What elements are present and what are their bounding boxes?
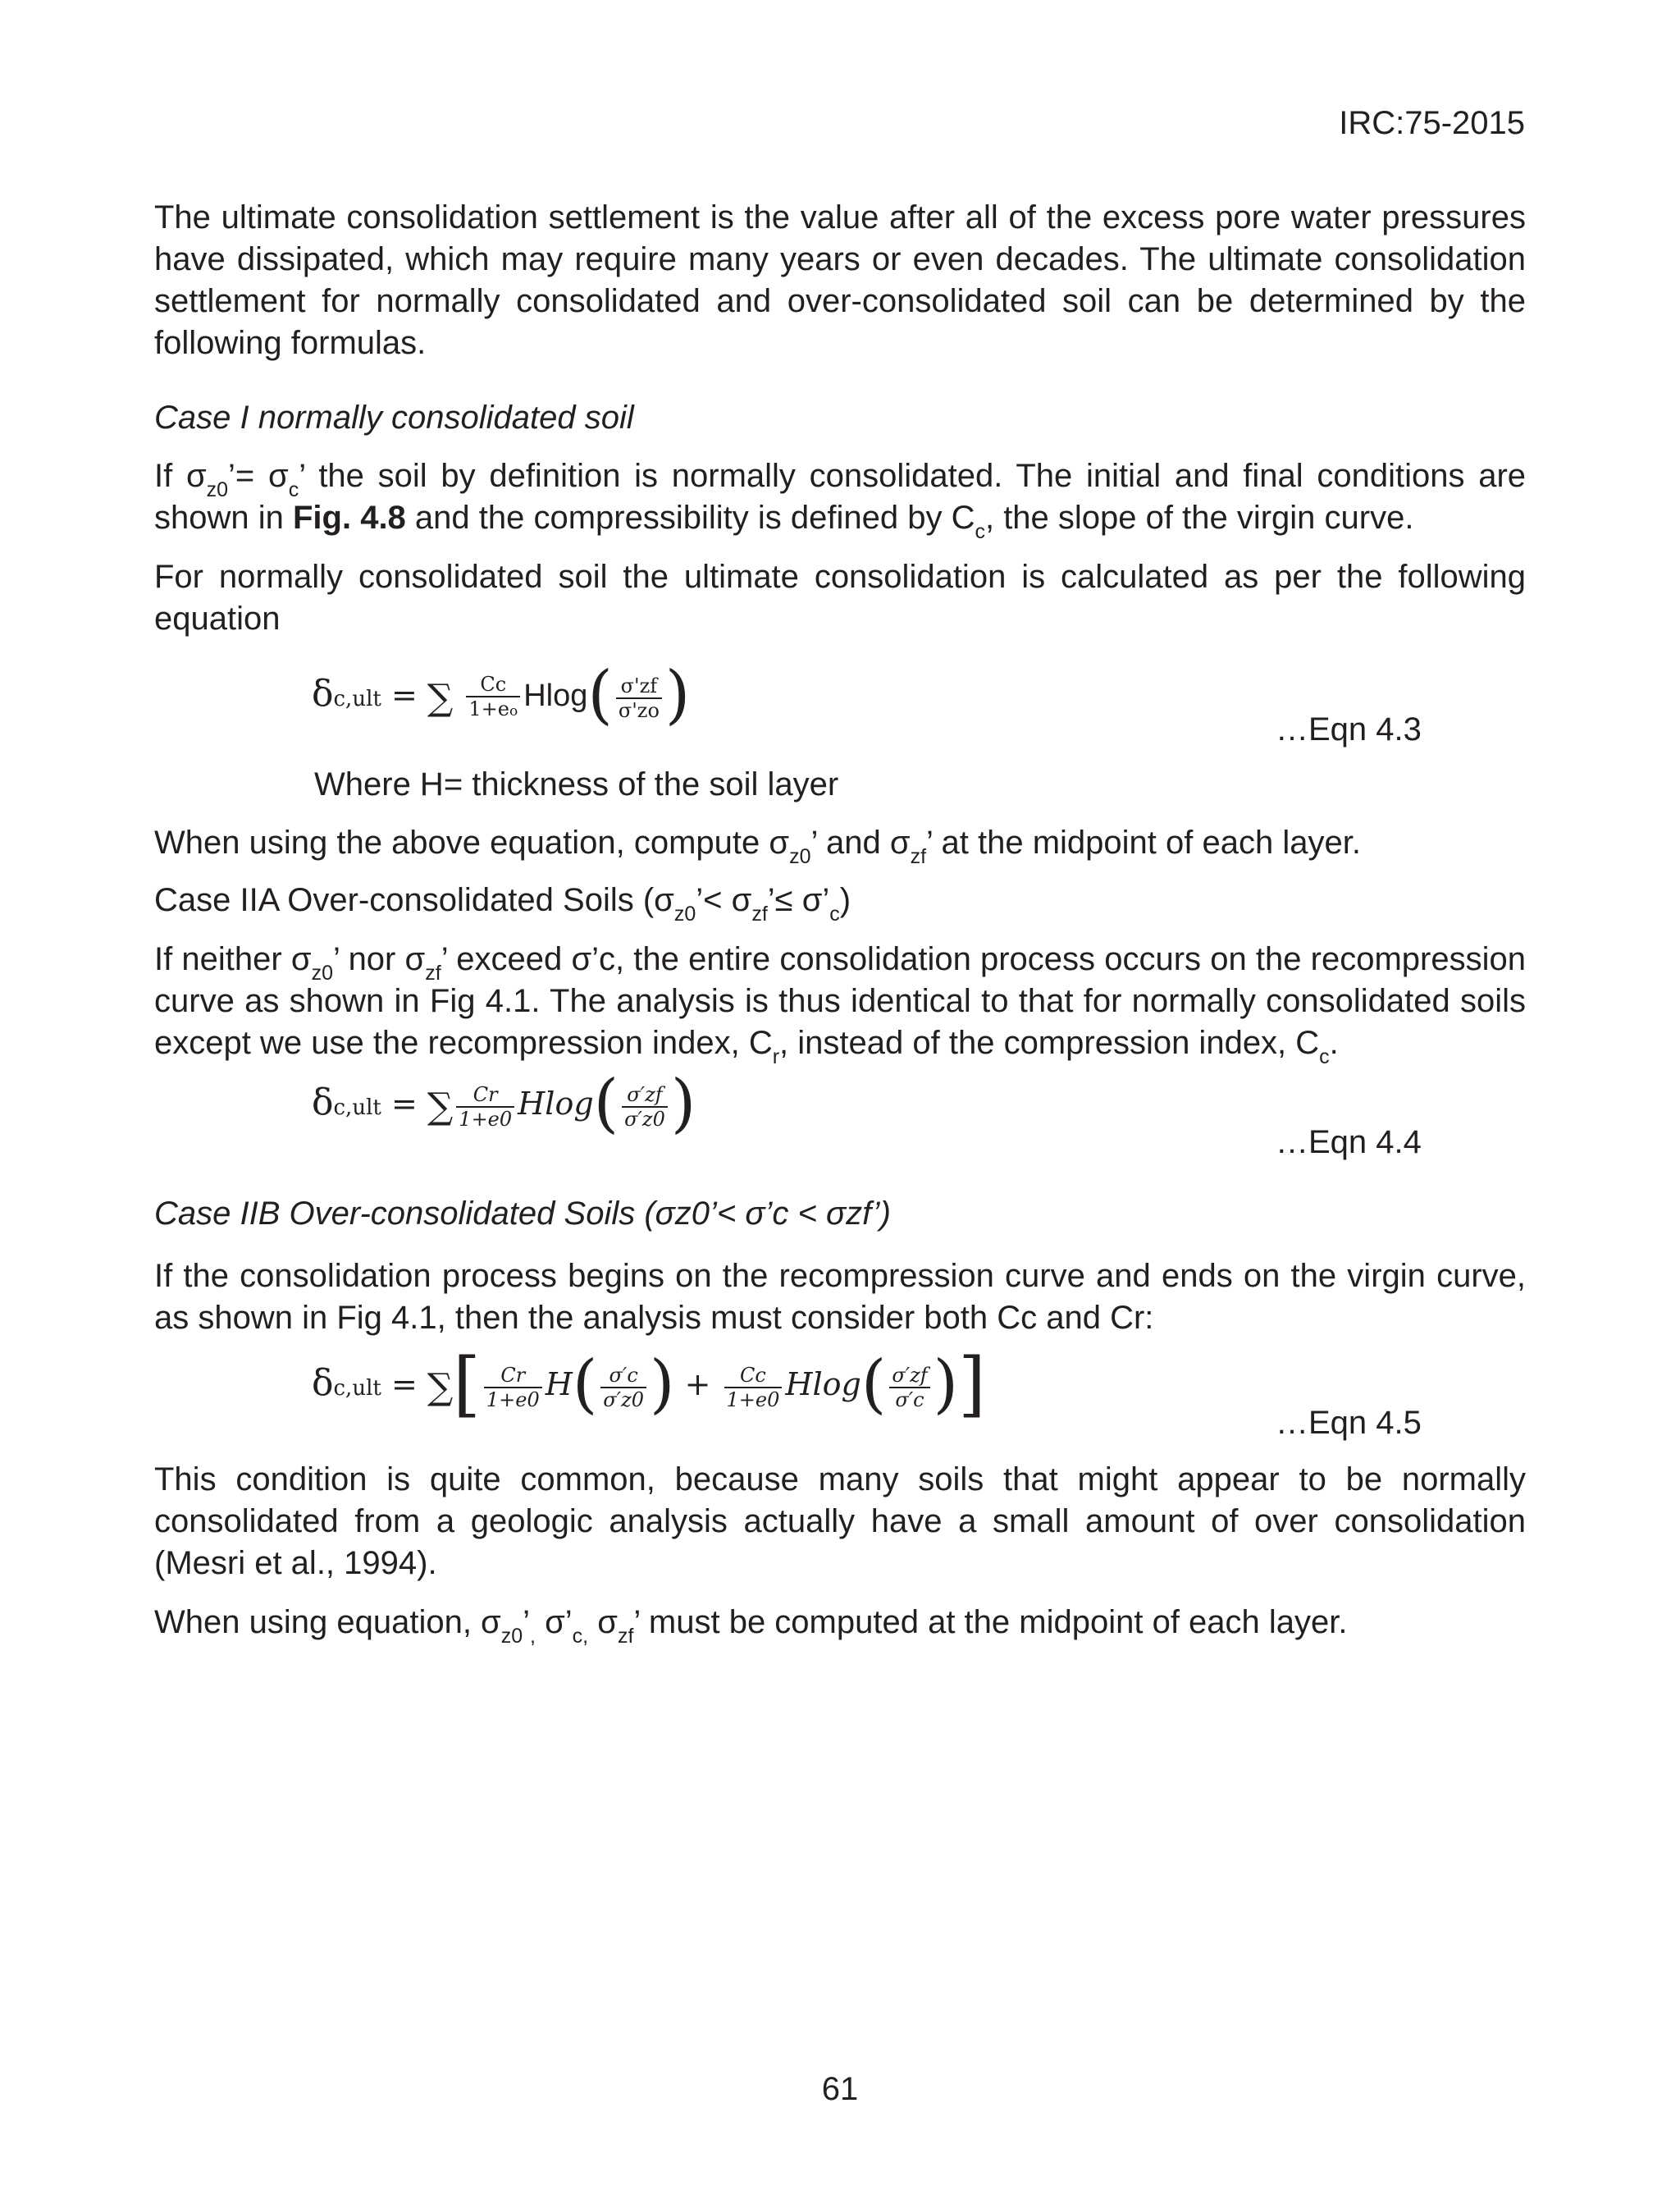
case-i-equation-intro: For normally consolidated soil the ultimate consolidation is calculated as per the following equation xyxy=(154,559,1526,637)
equation-4-3: δc,ult = ∑ $\frac{Cc}{1+eo}$ Hlog( $\frac{\sigma'zf}{\sigma'zo}$ ) xyxy=(312,657,691,732)
equation-4-4: δc,ult = ∑ $\frac{Cr}{1+e0}$ Hlog( $\frac{\sigma'zf}{\sigma'z0}$ ) xyxy=(312,1066,696,1141)
equation-4-3-label: …Eqn 4.3 xyxy=(1276,711,1422,748)
document-code: IRC:75-2015 xyxy=(1339,105,1525,141)
case-i-heading: Case I normally consolidated soil xyxy=(154,400,634,436)
case-iia-heading: Case IIA Over-consolidated Soils ($\sigma_{z0}’<$ $\sigma_{zf}’\le$ $\sigma’_c$) xyxy=(154,882,851,926)
final-instruction: When using equation, $\sigma_{z0}’_,$ $\sigma’_{c,}$ $\sigma_{zf}$’ must be computed at the midpoint of each layer. xyxy=(154,1604,1348,1648)
intro-paragraph: The ultimate consolidation settlement is the value after all of the excess pore water pressures have dissipated, which may require many years or even decades. The ultimate consolidation settlement for normally consolidated and over-consolidated soil can be determined by the following formulas. xyxy=(154,199,1526,361)
case-iia-paragraph: If neither $\sigma_{z0}$’ nor $\sigma_{zf}$’ exceed σ’c, the entire consolidation process occurs on the recompression curve as shown in Fig 4.1. The analysis is thus identical to that for normally consolidated soils except we use the recompression index, $C_r$, instead of the compression index, $C_c$. xyxy=(154,941,1526,1068)
page-number: 61 xyxy=(821,2071,859,2107)
case-iib-heading: Case IIB Over-consolidated Soils (σz0’< σ’c < σzf’) xyxy=(154,1196,891,1232)
case-i-definition: If $\sigma_{z0}’= \sigma_c$’ the soil by definition is normally consolidated. The initial and final conditions are shown in Fig. 4.8 and the compressibility is defined by $C_c$, the slope of the virgin curve. xyxy=(154,458,1527,543)
equation-4-4-label: …Eqn 4.4 xyxy=(1276,1124,1422,1160)
where-definition: Where H= thickness of the soil layer xyxy=(314,766,839,802)
equation-4-5-label: …Eqn 4.5 xyxy=(1276,1405,1422,1441)
midpoint-instruction: When using the above equation, compute $\sigma_{z0}$’ and $\sigma_{zf}$’ at the midpoint of each layer. xyxy=(154,825,1361,868)
case-iib-paragraph: If the consolidation process begins on the recompression curve and ends on the virgin curve, as shown in Fig 4.1, then the analysis must consider both Cc and Cr: xyxy=(154,1258,1526,1336)
figure-reference: Fig. 4.8 xyxy=(292,500,406,536)
common-condition-paragraph: This condition is quite common, because many soils that might appear to be normally consolidated from a geologic analysis actually have a small amount of over consolidation (Mesri et al., 1994). xyxy=(154,1461,1526,1581)
equation-4-5: δc,ult = ∑[ $\frac{Cr}{1+e0}$ H( $\frac{\sigma'c}{\sigma'z0}$ ) + $\frac{Cc}{1+e0}$ Hlog( $\frac{\sigma'zf}{\sigma'c}$ )] xyxy=(312,1342,986,1425)
